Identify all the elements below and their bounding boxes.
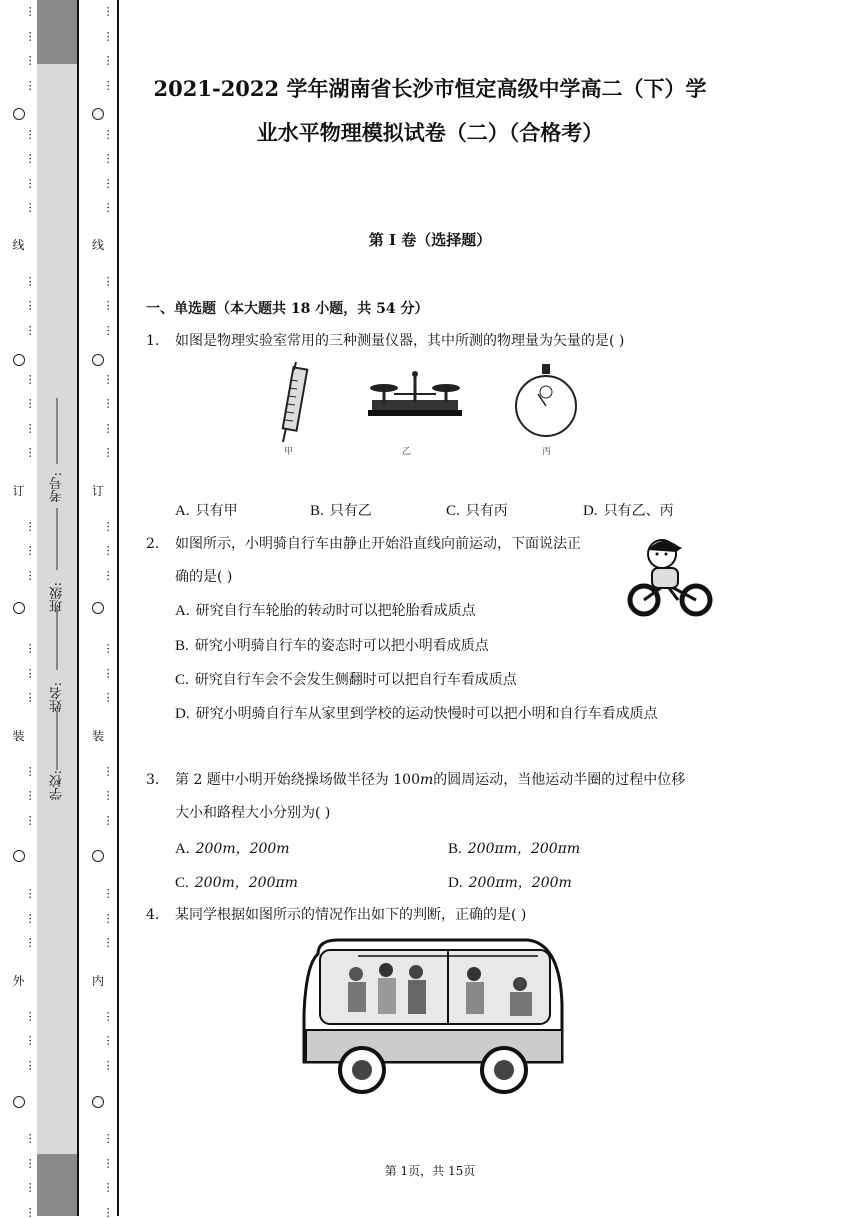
q2-option-b[interactable]: B. 研究小明骑自行车的姿态时可以把小明看成质点: [175, 638, 489, 654]
cut-dots: ⋯: [24, 790, 37, 801]
cut-dots: ⋯: [24, 937, 37, 948]
balance-scale-icon: [368, 371, 462, 416]
cut-dots: ⋯: [24, 202, 37, 213]
cut-dots: ⋯: [24, 447, 37, 458]
question-text-line2: 确的是( ): [175, 569, 233, 585]
cut-dots: ⋯: [24, 422, 37, 434]
question-1: [146, 330, 746, 354]
cut-dots: ⋯: [102, 422, 115, 434]
cut-dots: ⋯: [102, 153, 115, 164]
q2-option-a[interactable]: A. 研究自行车轮胎的转动时可以把轮胎看成质点: [175, 603, 476, 619]
margin-mark-ding: 订: [91, 484, 104, 498]
question-text-line2: 大小和路程大小分别为( ): [175, 805, 331, 821]
cut-dots: ⋯: [24, 177, 37, 189]
cut-dots: ⋯: [24, 692, 37, 703]
margin-mark-xian: 线: [91, 238, 104, 252]
cut-dots: ⋯: [102, 1182, 115, 1193]
cut-line-inner: [79, 0, 115, 1216]
cut-dots: ⋯: [102, 569, 115, 581]
cut-dots: ⋯: [102, 1035, 115, 1046]
cut-dots: ⋯: [24, 1035, 37, 1046]
q3-option-a[interactable]: A. 200m，200m: [175, 841, 290, 857]
cut-dots: ⋯: [102, 545, 115, 556]
cut-dots: ⋯: [24, 30, 37, 42]
cut-dots: ⋯: [24, 888, 37, 899]
cut-dots: ⋯: [24, 814, 37, 826]
question-number: 1.: [146, 333, 160, 349]
part-heading: 一、单选题（本大题共 18 小题，共 54 分）: [146, 301, 429, 317]
cut-dots: ⋯: [24, 275, 37, 287]
cut-dots: ⋯: [24, 398, 37, 409]
cut-dots: ⋯: [24, 765, 37, 777]
cut-dots: ⋯: [24, 324, 37, 336]
figure-label-yi: 乙: [402, 447, 412, 457]
cut-dots: ⋯: [102, 790, 115, 801]
cut-dots: ⋯: [24, 1133, 37, 1144]
cut-dots: ⋯: [24, 79, 37, 91]
cut-dots: ⋯: [102, 912, 115, 924]
q1-option-a[interactable]: A. 只有甲: [175, 503, 238, 519]
q2-option-c[interactable]: C. 研究自行车会不会发生侧翻时可以把自行车看成质点: [175, 672, 517, 688]
q1-option-b[interactable]: B. 只有乙: [310, 503, 372, 519]
bus-icon: [304, 940, 562, 1092]
cut-dots: ⋯: [24, 373, 37, 385]
question-text-line1: 如图所示，小明骑自行车由静止开始沿直线向前运动，下面说法正: [175, 536, 581, 552]
question-number: 3.: [146, 772, 160, 788]
question-number: 4.: [146, 907, 160, 923]
cut-dots: ⋯: [102, 6, 115, 17]
cut-dots: ⋯: [24, 667, 37, 679]
field-underlines: [37, 0, 77, 1216]
cut-dots: ⋯: [24, 55, 37, 66]
cut-dots: ⋯: [102, 937, 115, 948]
cut-dots: ⋯: [24, 912, 37, 924]
cut-dots: ⋯: [102, 1157, 115, 1169]
school-label: 学校:: [50, 770, 65, 801]
cut-dots: ⋯: [102, 814, 115, 826]
margin-mark-nei: 内: [91, 974, 104, 988]
cut-dots: ⋯: [102, 275, 115, 287]
cut-dots: ⋯: [102, 1059, 115, 1071]
margin-mark-wai: 外: [12, 974, 25, 988]
cut-dots: ⋯: [102, 398, 115, 409]
q2-option-d[interactable]: D. 研究小明骑自行车从家里到学校的运动快慢时可以把小明和自行车看成质点: [175, 706, 658, 722]
figure-label-jia: 甲: [284, 447, 294, 457]
q3-option-c[interactable]: C. 200m，200πm: [175, 875, 298, 891]
cut-dots: ⋯: [24, 128, 37, 140]
margin-mark-xian: 线: [12, 238, 25, 252]
cut-dots: ⋯: [102, 692, 115, 703]
cut-dots: ⋯: [102, 667, 115, 679]
q1-option-d[interactable]: D. 只有乙、丙: [583, 503, 674, 519]
cyclist-figure: [626, 534, 716, 618]
cut-dots: ⋯: [102, 520, 115, 532]
section-title: 第 I 卷（选择题）: [368, 231, 492, 249]
q1-option-c[interactable]: C. 只有丙: [446, 503, 508, 519]
cut-dots: ⋯: [24, 569, 37, 581]
cut-dots: ⋯: [24, 1182, 37, 1193]
q3-option-b[interactable]: B. 200πm，200πm: [448, 841, 581, 857]
cut-dots: ⋯: [102, 888, 115, 899]
class-label: 班级:: [50, 582, 65, 613]
cut-dots: ⋯: [102, 1010, 115, 1022]
exam-no-label: 考号:: [50, 472, 65, 503]
cut-dots: ⋯: [24, 1206, 37, 1218]
cut-dots: ⋯: [102, 300, 115, 311]
margin-mark-ding: 订: [12, 484, 25, 498]
cyclist-icon: [630, 540, 710, 614]
cut-dots: ⋯: [102, 128, 115, 140]
cut-dots: ⋯: [102, 79, 115, 91]
cut-line-outer: [0, 0, 37, 1216]
cut-dots: ⋯: [102, 177, 115, 189]
cut-dots: ⋯: [102, 30, 115, 42]
figure-label-bing: 丙: [542, 447, 552, 457]
cut-dots: ⋯: [24, 1059, 37, 1071]
cut-dots: ⋯: [24, 300, 37, 311]
q3-option-d[interactable]: D. 200πm，200m: [448, 875, 572, 891]
question-2: [146, 533, 626, 583]
question-text: 如图是物理实验室常用的三种测量仪器，其中所测的物理量为矢量的是( ): [175, 333, 625, 349]
cut-dots: ⋯: [102, 202, 115, 213]
name-label: 姓名:: [50, 682, 65, 713]
cut-dots: ⋯: [102, 643, 115, 654]
cut-dots: ⋯: [102, 447, 115, 458]
instruments-figure: [272, 358, 602, 458]
cut-dots: ⋯: [102, 55, 115, 66]
cut-dots: ⋯: [24, 1010, 37, 1022]
question-4: [146, 904, 746, 928]
question-3: [146, 769, 746, 819]
cut-dots: ⋯: [24, 6, 37, 17]
bus-figure: [298, 934, 566, 1102]
exam-title-line1: 2021-2022 学年湖南省长沙市恒定高级中学高二（下）学: [153, 76, 707, 101]
cut-dots: ⋯: [102, 1133, 115, 1144]
cut-dots: ⋯: [24, 643, 37, 654]
cut-dots: ⋯: [102, 324, 115, 336]
question-text-line1: 第 2 题中小明开始绕操场做半径为 100m的圆周运动，当他运动半圈的过程中位移: [175, 772, 686, 788]
cut-dots: ⋯: [24, 545, 37, 556]
margin-mark-zhuang: 装: [91, 729, 104, 743]
question-number: 2.: [146, 536, 160, 552]
margin-mark-zhuang: 装: [12, 729, 25, 743]
cut-dots: ⋯: [24, 520, 37, 532]
cut-dots: ⋯: [102, 1206, 115, 1218]
exam-title-line2: 业水平物理模拟试卷（二）（合格考）: [256, 120, 604, 145]
cut-dots: ⋯: [24, 1157, 37, 1169]
cut-dots: ⋯: [102, 765, 115, 777]
stopwatch-icon: [516, 364, 576, 436]
cut-dots: ⋯: [102, 373, 115, 385]
spring-scale-icon: [283, 362, 308, 442]
page-footer: 第 1页，共 15页: [384, 1164, 476, 1178]
cut-dots: ⋯: [24, 153, 37, 164]
question-text: 某同学根据如图所示的情况作出如下的判断，正确的是( ): [175, 907, 527, 923]
